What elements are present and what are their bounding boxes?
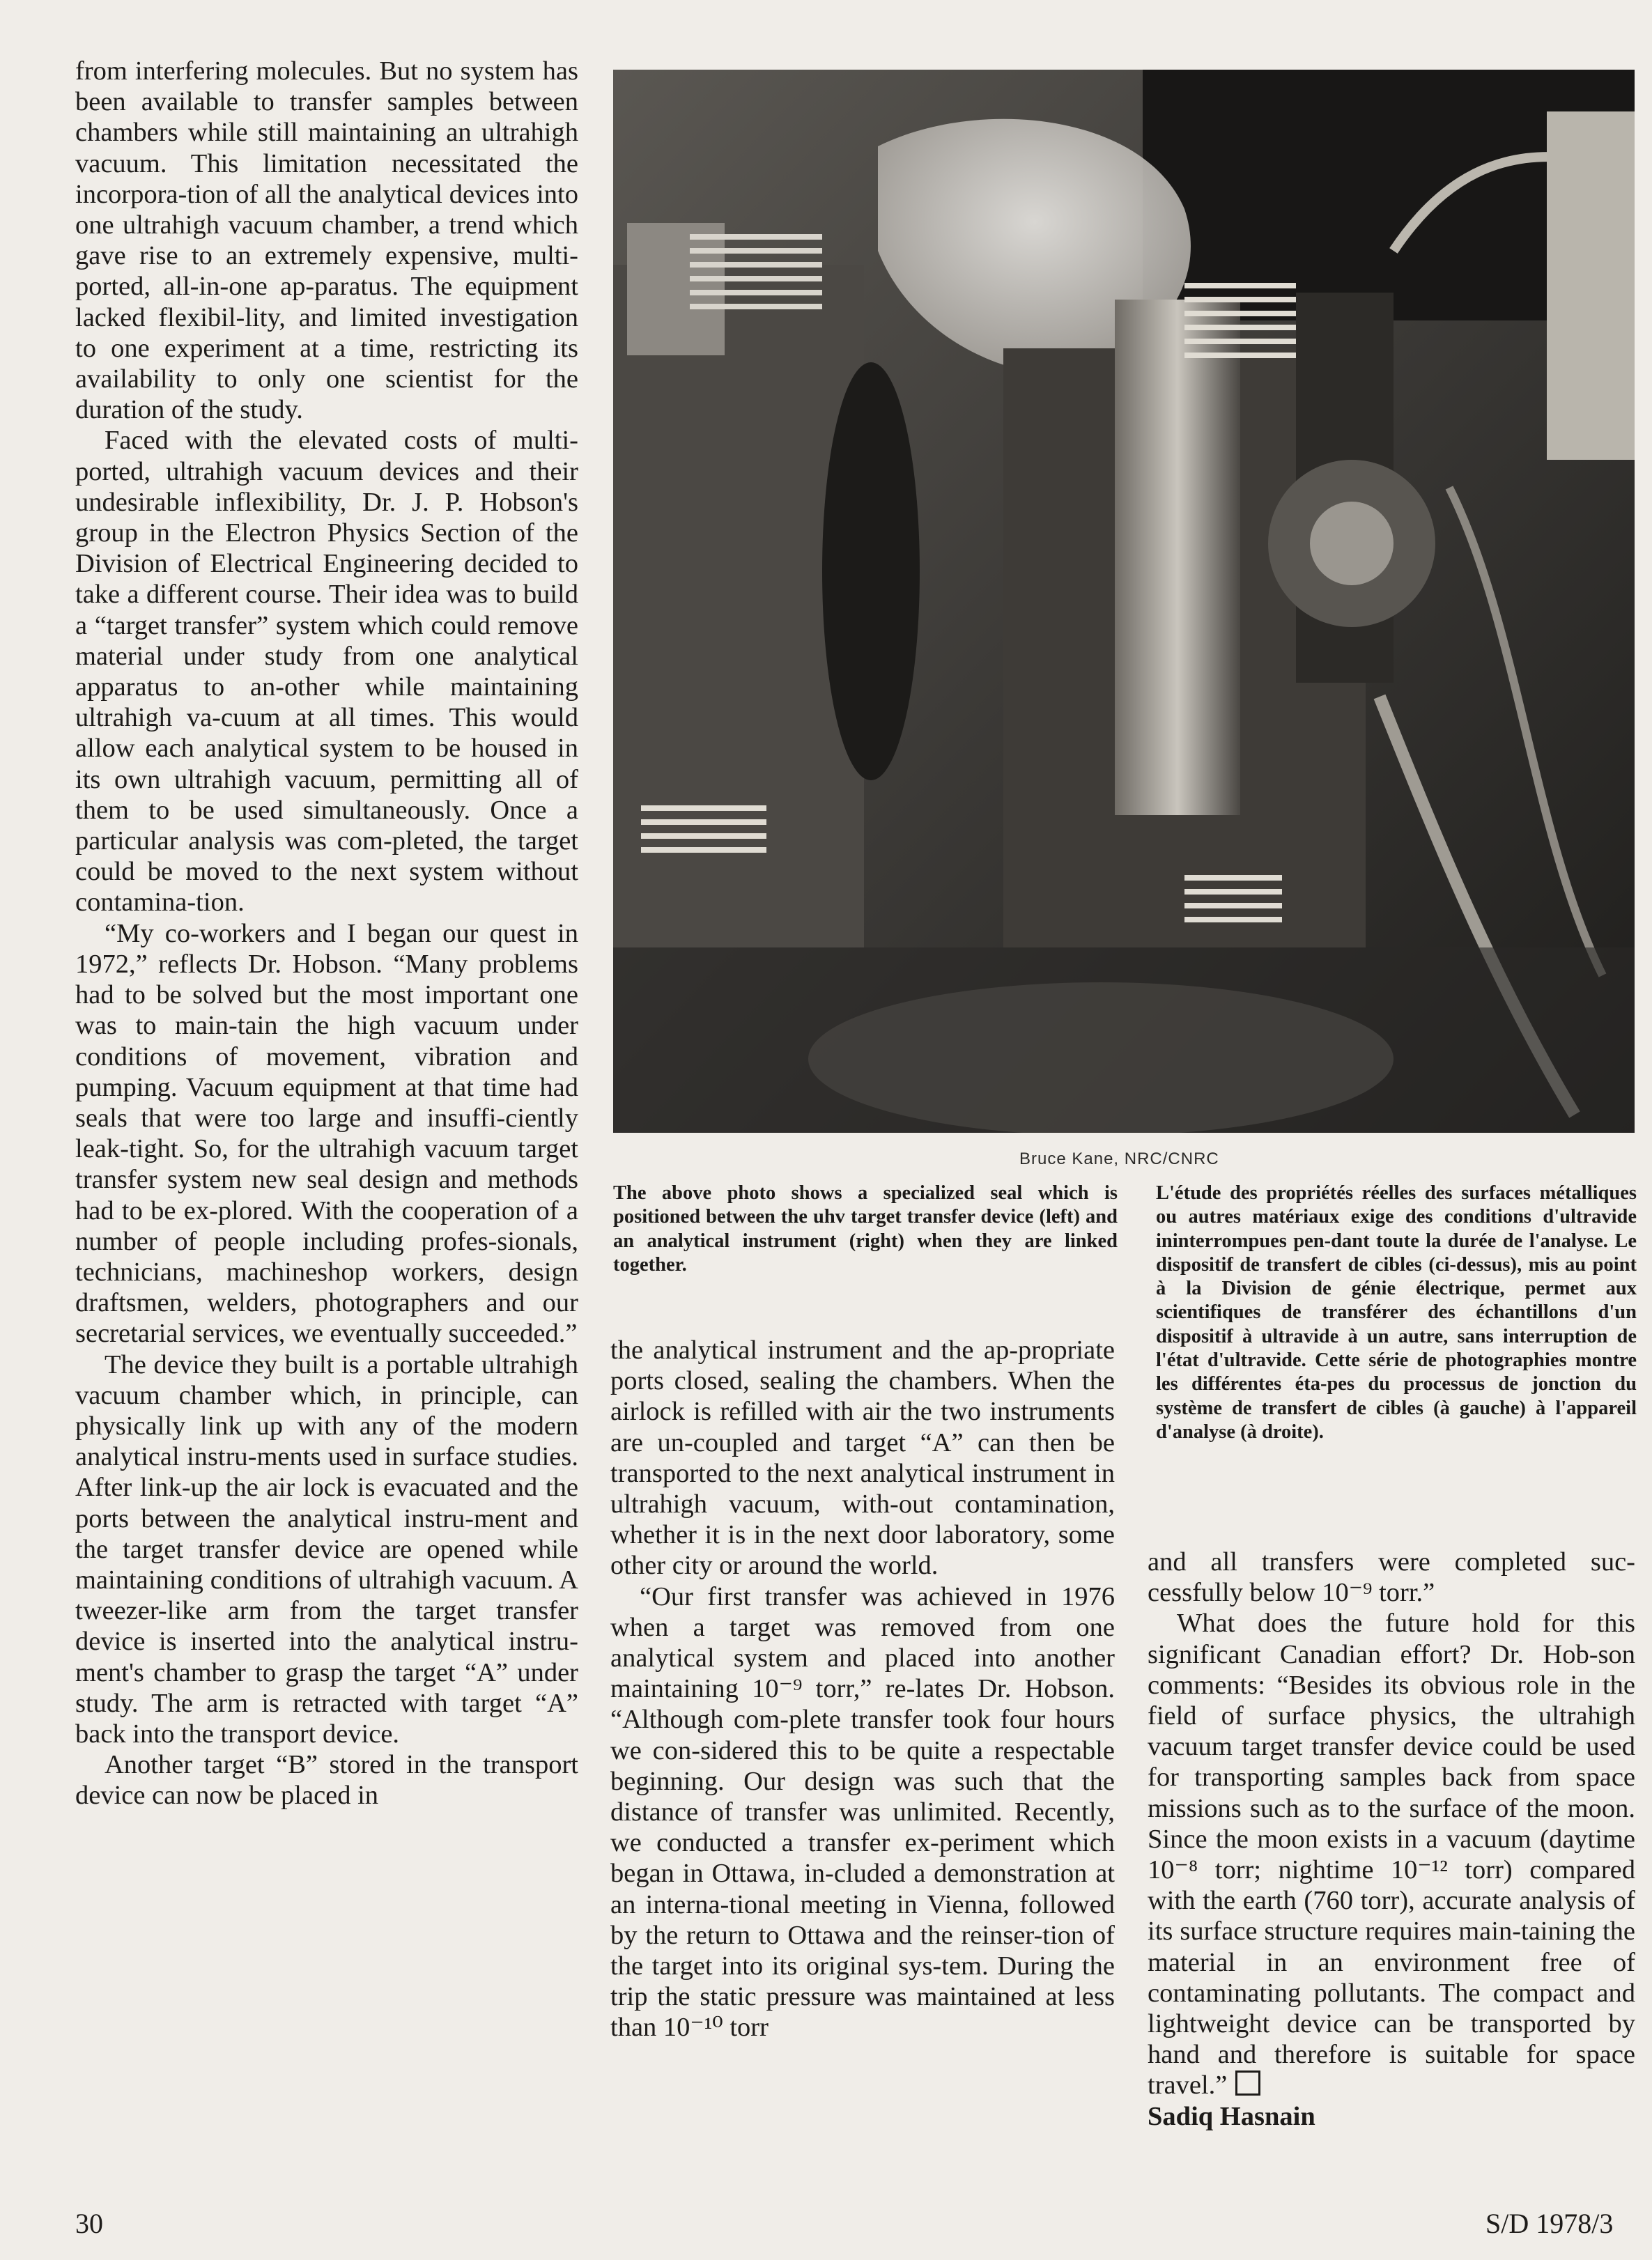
photo-credit: Bruce Kane, NRC/CNRC: [1019, 1150, 1219, 1168]
paragraph: and all transfers were completed suc-cessfully below 10⁻⁹ torr.”: [1148, 1547, 1635, 1608]
paragraph: Another target “B” stored in the transport device can now be placed in: [75, 1750, 578, 1811]
paragraph-text: What does the future hold for this significant Canadian effort? Dr. Hob-son comments: “Besides its obvious role in the field of surface physics, the ultrahigh vacuum target transfer device could be used for transporting samples back from space missions such as to the surface of the moon. Since the moon exists in a vacuum (daytime 10⁻⁸ torr; nightime 10⁻¹² torr) compared with the earth (760 torr), accurate analysis of its surface structure requires main-taining the material in an environment free of contaminating pollutants. The compact and lightweight device can be transported by hand and therefore is suitable for space travel.”: [1148, 1609, 1635, 2100]
paragraph: from interfering molecules. But no system has been available to transfer samples between chambers while still maintaining an ultrahigh vacuum. This limitation necessitated the incorpora-tion of all the analytical devices into one ultrahigh vacuum chamber, a trend which gave rise to an extremely expensive, multi-ported, all-in-one ap-paratus. The equipment lacked flexibil-lity, and limited investigation to one experiment at a time, restricting its availability to only one scientist for the duration of the study.: [75, 56, 578, 425]
author-signature: Sadiq Hasnain: [1148, 2101, 1315, 2131]
page-number: 30: [75, 2208, 103, 2239]
lab-equipment-photo: [613, 70, 1635, 1133]
paragraph: Faced with the elevated costs of multi-ported, ultrahigh vacuum devices and their undesirable inflexibility, Dr. J. P. Hobson's group in the Electron Physics Section of the Division of Electrical Engineering decided to take a different course. Their idea was to build a “target transfer” system which could remove material under study from one analytical apparatus to an-other while maintaining ultrahigh va-cuum at all times. This would allow each analytical system to be housed in its own ultrahigh vacuum, permitting all of them to be used simultaneously. Once a particular analysis was com-pleted, the target could be moved to the next system without contamina-tion.: [75, 426, 578, 918]
right-text-column: [1148, 1547, 1635, 2132]
paragraph: “My co-workers and I began our quest in 1972,” reflects Dr. Hobson. “Many problems had to be solved but the most important one was to main-tain the high vacuum under conditions of movement, vibration and pumping. Vacuum equipment at that time had seals that were too large and insuffi-ciently leak-tight. So, for the ultrahigh vacuum target transfer system new seal design and methods had to be ex-plored. With the cooperation of a number of people including profes-sionals, technicians, machineshop workers, design draftsmen, welders, photographers and our secretarial services, we eventually succeeded.”: [75, 918, 578, 1349]
end-mark-icon: [1235, 2071, 1260, 2096]
middle-text-column: [610, 1335, 1115, 2043]
paragraph: the analytical instrument and the ap-propriate ports closed, sealing the chambers. When the airlock is refilled with air the two instruments are un-coupled and target “A” can then be transported to the next analytical instrument in ultrahigh vacuum, with-out contamination, whether it is in the next door laboratory, some other city or around the world.: [610, 1336, 1115, 1581]
photo-caption-english: The above photo shows a specialized seal which is positioned between the uhv target transfer device (left) and an analytical instrument (right) when they are linked together.: [613, 1182, 1118, 1276]
left-text-column: [75, 56, 578, 1811]
running-footer: S/D 1978/3: [1485, 2208, 1614, 2239]
paragraph: “Our first transfer was achieved in 1976 when a target was removed from one analytical system and placed into another maintaining 10⁻⁹ torr,” re-lates Dr. Hobson. “Although com-plete transfer took four hours we con-sidered this to be quite a respectable beginning. Our design was such that the distance of transfer was unlimited. Recently, we conducted a transfer ex-periment which began in Ottawa, in-cluded a demonstration at an interna-tional meeting in Vienna, followed by the return to Ottawa and the reinser-tion of the target into its original sys-tem. During the trip the static pressure was maintained at less than 10⁻¹⁰ torr: [610, 1581, 1115, 2043]
paragraph: The device they built is a portable ultrahigh vacuum chamber which, in principle, can physically link up with any of the modern analytical instru-ments used in surface studies. After link-up the air lock is evacuated and the ports between the analytical instru-ment and the target transfer device are opened while maintaining conditions of ultrahigh vacuum. A tweezer-like arm from the target transfer device is inserted into the analytical instru-ment's chamber to grasp the target “A” under study. The arm is retracted with target “A” back into the transport device.: [75, 1349, 578, 1749]
paragraph: [1148, 1608, 1635, 2100]
photo-caption-french: L'étude des propriétés réelles des surfaces métalliques ou autres matériaux exige des conditions d'ultravide ininterrompues pen-dant toute la durée de l'analyse. Le dispositif de transfert de cibles (ci-dessus), mis au point à la Division de génie électrique, permet aux scientifiques de transférer des échantillons d'un dispositif à ultravide à un autre, sans interruption de l'état d'ultravide. Cette série de photographies montre les différentes éta-pes du processus de jonction du système de transfert de cibles (à gauche) à l'appareil d'analyse (à droite).: [1156, 1182, 1637, 1443]
